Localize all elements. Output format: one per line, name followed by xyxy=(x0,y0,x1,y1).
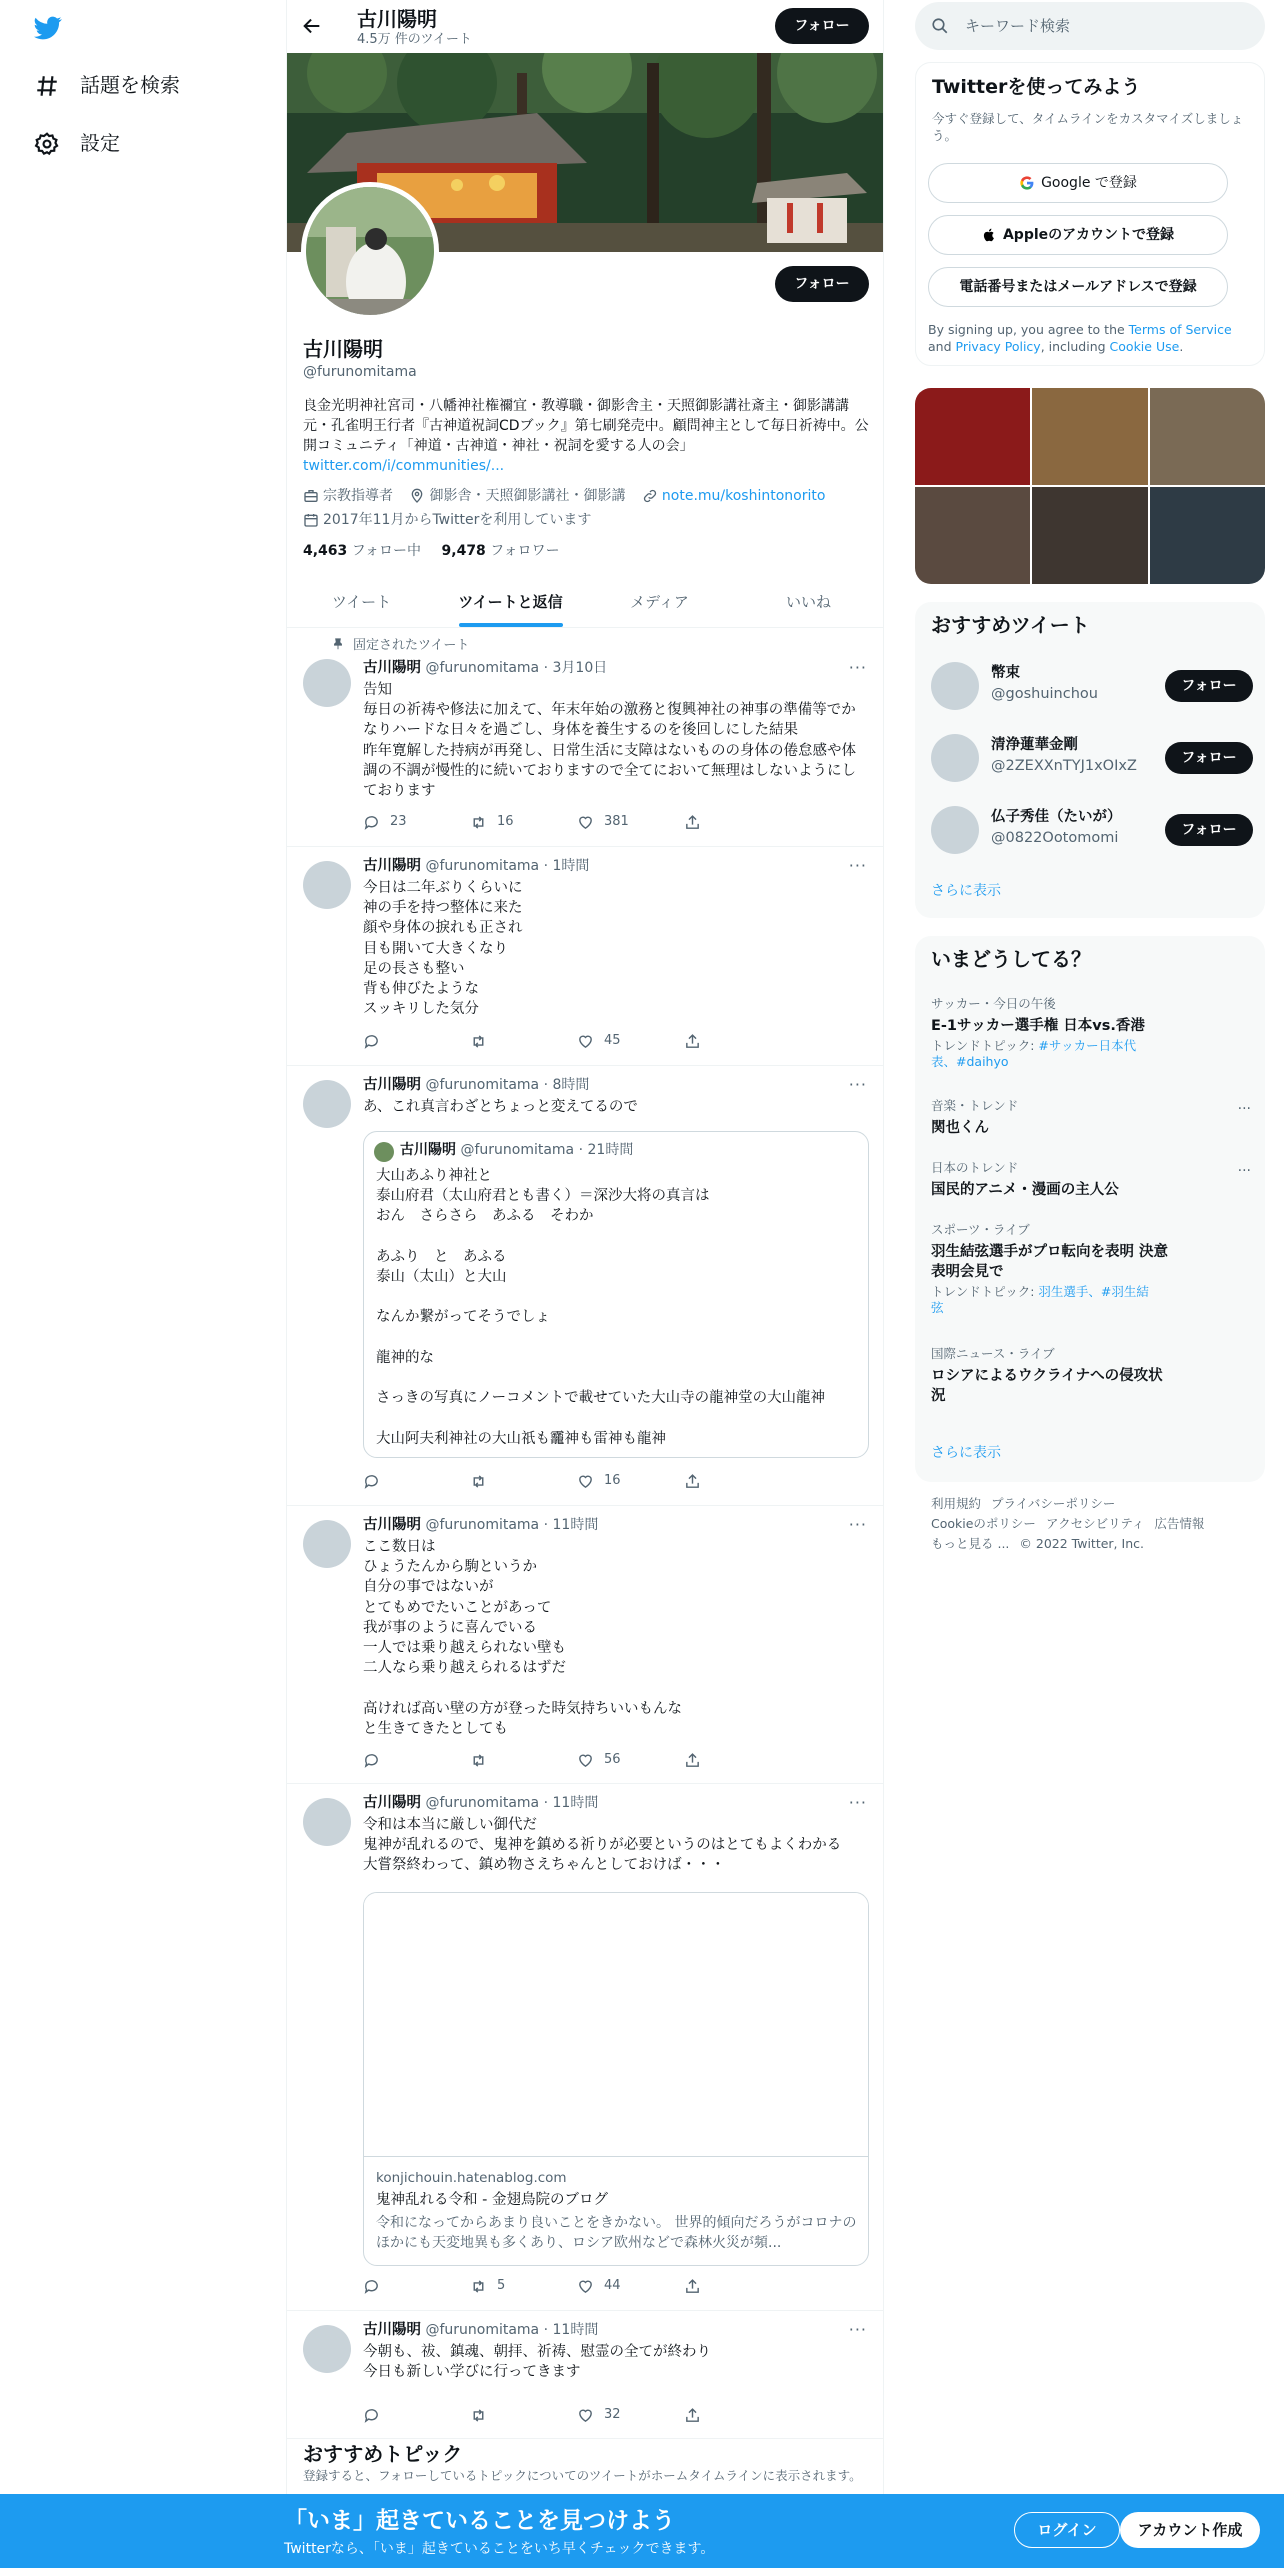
tab-tweets[interactable]: ツイート xyxy=(331,593,392,612)
reply-button[interactable] xyxy=(363,2405,470,2425)
tweet-avatar[interactable] xyxy=(303,659,351,707)
bio-text: 良金光明神社宮司・八幡神社権禰宜・教導職・御影舎主・天照御影講社斎主・御影講講元・孔雀明王行者『古神道祝詞CDブック』第七刷発売中。顧問神主として毎日祈祷中。公開コミュニティ「神道・古神道・神社・祝詞を愛する人の会」 xyxy=(303,398,869,454)
recommended-user[interactable] xyxy=(931,804,1253,856)
tweet-text: 告知 毎日の祈祷や修法に加えて、年末年始の激務と復興神社の神事の準備等でかなりハードな日々を過ごし、身体を養生するのを後回しにした結果 昨年寛解した持病が再発し、日常生活に支障はないものの身体の倦怠感や体調の不調が慢性的に続いておりますので全てにおいて無理はしないようにしております xyxy=(363,682,856,800)
phone-email-signup-button[interactable]: 電話番号またはメールアドレスで登録 xyxy=(928,267,1228,307)
trend-title: 関也くん xyxy=(931,1119,989,1136)
trend-item[interactable] xyxy=(931,1098,1251,1138)
user-avatar xyxy=(931,662,979,710)
nav-explore[interactable] xyxy=(34,72,180,99)
tweet-actions xyxy=(363,812,793,832)
profile-website xyxy=(642,486,826,506)
link-icon xyxy=(642,488,658,504)
recommended-user[interactable] xyxy=(931,732,1253,784)
trend-title: E-1サッカー選手権 日本vs.香港 xyxy=(931,1017,1145,1034)
media-grid xyxy=(915,388,1265,584)
trend-item[interactable] xyxy=(931,1346,1251,1406)
google-signup-button[interactable] xyxy=(928,163,1228,203)
more-options-icon[interactable]: ··· xyxy=(848,658,867,677)
tweet[interactable] xyxy=(287,1506,883,1784)
profile-avatar[interactable] xyxy=(301,182,439,320)
tweet-time[interactable]: 11時間 xyxy=(552,1795,599,1811)
calendar-icon xyxy=(303,512,319,528)
right-sidebar xyxy=(915,0,1265,2568)
signup-panel xyxy=(915,62,1265,366)
quote-text: 大山あふり神社と 泰山府君（太山府君とも書く）＝深沙大将の真言は おん さらさら あふる そわか あふり と あふる 泰山（太山）と大山 なんか繋がってそうでしょ 龍神的な さっきの写真にノーコメントで載せていた大山寺の龍神堂の大山龍神 大山阿夫利神社の大山祇も龗神も雷神も龍神 xyxy=(376,1168,826,1447)
follow-button[interactable]: フォロー xyxy=(1165,814,1253,846)
tweet-handle: @furunomitama xyxy=(425,858,540,874)
heart-icon xyxy=(577,1473,594,1490)
tweet-time[interactable]: 1時間 xyxy=(552,858,590,874)
reply-icon xyxy=(363,1033,380,1050)
trend-topic-links[interactable]: #サッカー日本代表、#daihyo xyxy=(931,1037,1137,1069)
share-button[interactable] xyxy=(684,1750,791,1770)
tweet-text: ここ数日は ひょうたんから駒というか 自分の事ではないが とてもめでたいことがあって 我が事のように喜んでいる 一人では乗り越えられない壁も 二人なら乗り越えられるはずだ 高ければ高い壁の方が登った時気持ちいいもんな と生きてきたとしても xyxy=(363,1539,682,1737)
prompt-subtitle: Twitterなら、「いま」起きていることをいち早くチェックできます。 xyxy=(284,2541,715,2557)
like-button[interactable] xyxy=(577,1031,684,1051)
link-card[interactable] xyxy=(363,1892,869,2266)
who-to-follow-title: おすすめツイート xyxy=(931,613,1090,637)
more-options-icon[interactable]: ··· xyxy=(848,856,867,875)
user-name: 清浄蓮華金剛 xyxy=(991,737,1078,753)
tweet-time[interactable]: 8時間 xyxy=(552,1077,590,1093)
reply-button[interactable] xyxy=(363,1031,470,1051)
retweet-button[interactable] xyxy=(470,812,577,832)
website-link[interactable]: note.mu/koshintonorito xyxy=(661,488,826,504)
retweet-button[interactable] xyxy=(470,1031,577,1051)
profile-column xyxy=(286,0,884,2568)
tweet-header: 古川陽明 @furunomitama · 3月10日 xyxy=(363,660,608,676)
trend-title: ロシアによるウクライナへの侵攻状況 xyxy=(931,1367,1163,1404)
terms-end: . xyxy=(1179,339,1184,354)
trend-item[interactable] xyxy=(931,1160,1251,1200)
trend-title: 羽生結弦選手がプロ転向を表明 決意表明会見で xyxy=(931,1243,1169,1280)
tweet-header: 古川陽明 @furunomitama · 11時間 xyxy=(363,1795,599,1811)
tweet-actions xyxy=(363,2405,793,2425)
profile-bio xyxy=(303,396,869,476)
media-thumb[interactable] xyxy=(915,388,1030,485)
more-options-icon[interactable]: ··· xyxy=(848,1075,867,1094)
tweet-header: 古川陽明 @furunomitama · 8時間 xyxy=(363,1077,590,1093)
quote-author: 古川陽明 xyxy=(400,1142,456,1158)
tweet-avatar[interactable] xyxy=(303,2325,351,2373)
tweet-text: あ、これ真言わざとちょっと変えてるので xyxy=(363,1099,638,1115)
trend-item[interactable] xyxy=(931,1222,1251,1316)
header-name: 古川陽明 xyxy=(357,7,437,31)
trends-panel xyxy=(915,936,1265,1482)
quote-header: 古川陽明 @furunomitama · 21時間 xyxy=(400,1142,634,1158)
topics-title: おすすめトピック xyxy=(303,2442,463,2466)
trend-more-icon[interactable]: ··· xyxy=(1237,1163,1251,1179)
retweet-count: 5 xyxy=(497,2278,506,2294)
nav-explore-label: 話題を検索 xyxy=(80,73,180,97)
like-count: 45 xyxy=(604,1033,621,1049)
like-button[interactable] xyxy=(577,2276,684,2296)
followers-label: フォロワー xyxy=(490,543,560,559)
tweet-time[interactable]: 3月10日 xyxy=(552,660,608,676)
footer-accessibility-link[interactable]: アクセシビリティ xyxy=(1045,1516,1145,1531)
login-prompt-bar xyxy=(0,2494,1284,2568)
recommended-user[interactable] xyxy=(931,660,1253,712)
retweet-icon xyxy=(470,1752,487,1769)
tweet-actions xyxy=(363,1471,793,1491)
more-options-icon[interactable]: ··· xyxy=(848,1515,867,1534)
tweet-handle: @furunomitama xyxy=(425,1077,540,1093)
show-more-trends-link[interactable]: さらに表示 xyxy=(931,1445,1001,1461)
reply-icon xyxy=(363,814,380,831)
terms-link[interactable]: Terms of Service xyxy=(1128,322,1232,337)
follow-button[interactable]: フォロー xyxy=(1165,670,1253,702)
location-pin-icon xyxy=(409,488,425,504)
heart-icon xyxy=(577,2278,594,2295)
reply-icon xyxy=(363,2278,380,2295)
signup-description: 今すぐ登録して、タイムラインをカスタマイズしましょう。 xyxy=(932,111,1244,143)
tweet-with-quote[interactable] xyxy=(287,1066,883,1506)
tweet-avatar[interactable] xyxy=(303,1080,351,1128)
follow-button[interactable]: フォロー xyxy=(1165,742,1253,774)
followers-link[interactable] xyxy=(442,543,560,559)
who-to-follow-panel xyxy=(915,602,1265,918)
reply-icon xyxy=(363,2407,380,2424)
user-handle: @0822Ootomomi xyxy=(991,830,1119,846)
retweet-count: 16 xyxy=(497,814,514,830)
retweet-button[interactable] xyxy=(470,1750,577,1770)
google-icon xyxy=(1019,175,1035,191)
show-more-users-link[interactable]: さらに表示 xyxy=(931,883,1001,899)
trend-more-icon[interactable]: ··· xyxy=(1237,1101,1251,1117)
quoted-tweet[interactable] xyxy=(363,1131,869,1458)
retweet-icon xyxy=(470,1033,487,1050)
like-count: 44 xyxy=(604,2278,621,2294)
pinned-label: 固定されたツイート xyxy=(353,638,470,653)
tweet-text: 今朝も、祓、鎮魂、朝拝、祈祷、慰霊の全てが終わり 今日も新しい学びに行ってきます xyxy=(363,2344,711,2381)
share-button[interactable] xyxy=(684,1031,791,1051)
reply-button[interactable] xyxy=(363,1750,470,1770)
apple-signup-button[interactable] xyxy=(928,215,1228,255)
more-options-icon[interactable]: ··· xyxy=(848,1793,867,1812)
retweet-icon xyxy=(470,2278,487,2295)
user-handle: @goshuinchou xyxy=(991,686,1098,702)
user-name: 幣束 xyxy=(991,665,1020,681)
link-card-title: 鬼神乱れる令和 - 金翅鳥院のブログ xyxy=(376,2192,608,2208)
joined-text: 2017年11月からTwitterを利用しています xyxy=(323,512,592,528)
pinned-indicator xyxy=(331,637,469,655)
trend-topic-label: トレンドトピック: xyxy=(931,1283,1039,1299)
share-icon xyxy=(684,1033,701,1050)
trend-context: 音楽・トレンド xyxy=(931,1098,1019,1113)
reply-icon xyxy=(363,1752,380,1769)
tweet-actions xyxy=(363,1031,793,1051)
bio-community-link[interactable]: twitter.com/i/communities/... xyxy=(303,458,505,474)
media-thumb[interactable] xyxy=(1150,487,1265,584)
profile-name: 古川陽明 xyxy=(303,337,383,361)
heart-icon xyxy=(577,814,594,831)
link-card-image xyxy=(364,1893,869,2157)
media-thumb[interactable] xyxy=(1032,388,1147,485)
heart-icon xyxy=(577,1033,594,1050)
share-button[interactable] xyxy=(684,2405,791,2425)
terms-incl: , including xyxy=(1040,339,1110,354)
share-icon xyxy=(684,1752,701,1769)
profile-location xyxy=(409,486,625,506)
tweet-header: 古川陽明 @furunomitama · 11時間 xyxy=(363,1517,599,1533)
apple-signup-label: Appleのアカウントで登録 xyxy=(1002,226,1175,243)
following-label: フォロー中 xyxy=(351,543,422,559)
tweet-avatar[interactable] xyxy=(303,1798,351,1846)
google-signup-label: Google で登録 xyxy=(1041,174,1137,191)
footer-copyright: © 2022 Twitter, Inc. xyxy=(1019,1536,1144,1551)
tweet-time[interactable]: 11時間 xyxy=(552,2322,599,2338)
user-avatar xyxy=(931,806,979,854)
trend-topic-label: トレンドトピック: xyxy=(931,1037,1039,1053)
tweet-author[interactable]: 古川陽明 xyxy=(363,858,421,874)
prompt-title: 「いま」起きていることを見つけよう xyxy=(284,2508,675,2534)
reply-icon xyxy=(363,1473,380,1490)
signup-button[interactable]: アカウント作成 xyxy=(1120,2512,1260,2548)
avatar-image xyxy=(306,187,434,315)
login-button[interactable]: ログイン xyxy=(1014,2512,1120,2548)
tweet-author[interactable]: 古川陽明 xyxy=(363,1077,421,1093)
quote-time: 21時間 xyxy=(587,1142,634,1158)
trend-item[interactable] xyxy=(931,996,1251,1070)
profile-follow-button[interactable]: フォロー xyxy=(775,266,869,302)
hashtag-icon xyxy=(34,73,60,99)
twitter-logo-icon[interactable] xyxy=(32,14,64,42)
trend-topic-links[interactable]: 羽生選手、#羽生結弦 xyxy=(931,1283,1149,1315)
tweet-pinned[interactable] xyxy=(287,629,883,847)
profile-header-bar xyxy=(287,0,883,53)
tab-media[interactable]: メディア xyxy=(630,593,689,612)
tweet-with-link-card[interactable] xyxy=(287,1784,883,2311)
tweet-avatar[interactable] xyxy=(303,1520,351,1568)
signup-title: Twitterを使ってみよう xyxy=(932,76,1141,98)
share-icon xyxy=(684,2407,701,2424)
like-count: 16 xyxy=(604,1473,621,1489)
briefcase-icon xyxy=(303,488,319,504)
media-thumb[interactable] xyxy=(915,487,1030,584)
location-text: 御影舎・天照御影講社・御影講 xyxy=(429,488,626,504)
like-button[interactable] xyxy=(577,812,684,832)
quote-handle: @furunomitama xyxy=(460,1142,575,1158)
share-button[interactable] xyxy=(684,1471,791,1491)
reply-button[interactable] xyxy=(363,1471,470,1491)
tab-likes[interactable]: いいね xyxy=(785,593,831,612)
profile-meta xyxy=(303,486,869,534)
footer-cookie-link[interactable]: Cookieのポリシー xyxy=(931,1516,1036,1531)
footer-more-link[interactable]: もっと見る ... xyxy=(931,1536,1010,1551)
tweet-handle: @furunomitama xyxy=(425,1517,540,1533)
retweet-button[interactable] xyxy=(470,2276,577,2296)
tweet-actions xyxy=(363,1750,793,1770)
like-button[interactable] xyxy=(577,1750,684,1770)
more-options-icon[interactable]: ··· xyxy=(848,2320,867,2339)
heart-icon xyxy=(577,2407,594,2424)
profile-handle: @furunomitama xyxy=(303,364,417,380)
left-nav xyxy=(0,0,286,2568)
footer-terms-link[interactable]: 利用規約 xyxy=(931,1496,982,1511)
trend-context: スポーツ・ライブ xyxy=(931,1222,1030,1237)
pin-icon xyxy=(331,637,345,651)
trend-context: サッカー・今日の午後 xyxy=(931,996,1056,1011)
reply-count: 23 xyxy=(390,814,407,830)
trend-context: 国際ニュース・ライブ xyxy=(931,1346,1055,1361)
profile-joined xyxy=(303,510,591,530)
cookie-link[interactable]: Cookie Use xyxy=(1109,339,1180,354)
header-follow-button[interactable]: フォロー xyxy=(775,8,869,44)
nav-settings[interactable] xyxy=(34,130,120,157)
tweet-author[interactable]: 古川陽明 xyxy=(363,2322,421,2338)
retweet-button[interactable] xyxy=(470,1471,577,1491)
heart-icon xyxy=(577,1752,594,1769)
like-count: 381 xyxy=(604,814,629,830)
link-card-description: 令和になってからあまり良いことをきかない。 世界的傾向だろうがコロナのほかにも天変地異も多くあり、ロシア欧州などで森林火災が頻... xyxy=(376,2215,857,2251)
tweet[interactable] xyxy=(287,847,883,1066)
tweet-header: 古川陽明 @furunomitama · 11時間 xyxy=(363,2322,599,2338)
search-placeholder: キーワード検索 xyxy=(965,16,1071,35)
profile-stats xyxy=(303,542,560,561)
tweet[interactable] xyxy=(287,2311,883,2439)
reply-button[interactable] xyxy=(363,812,470,832)
tweet-author[interactable]: 古川陽明 xyxy=(363,1517,421,1533)
like-button[interactable] xyxy=(577,1471,684,1491)
tweet-handle: @furunomitama xyxy=(425,660,540,676)
user-name: 仏子秀佳（たいが） xyxy=(991,809,1122,825)
media-thumb[interactable] xyxy=(1150,388,1265,485)
topics-description: 登録すると、フォローしているトピックについてのツイートがホームタイムラインに表示されます。 xyxy=(303,2468,862,2483)
terms-pre: By signing up, you agree to the xyxy=(928,322,1129,337)
retweet-icon xyxy=(470,814,487,831)
tweet-text: 今日は二年ぶりくらいに 神の手を持つ整体に来た 顔や身体の捩れも正され 目も開いて大きくなり 足の長さも整い 背も伸びたような スッキリした気分 xyxy=(363,880,523,1018)
trend-context: 日本のトレンド xyxy=(931,1160,1019,1175)
tweet-text: 令和は本当に厳しい御代だ 鬼神が乱れるので、鬼神を鎮める祈りが必要というのはとてもよくわかる 大嘗祭終わって、鎮め物さえちゃんとしておけば・・・ xyxy=(363,1817,842,1874)
footer-ads-link[interactable]: 広告情報 xyxy=(1154,1516,1205,1531)
following-count: 4,463 xyxy=(303,543,348,559)
footer-privacy-link[interactable]: プライバシーポリシー xyxy=(991,1496,1116,1511)
share-button[interactable] xyxy=(684,2276,791,2296)
privacy-link[interactable]: Privacy Policy xyxy=(955,339,1041,354)
trend-topics xyxy=(931,1284,1161,1316)
search-icon xyxy=(931,17,949,35)
share-icon xyxy=(684,2278,701,2295)
user-avatar xyxy=(931,734,979,782)
tweet-handle: @furunomitama xyxy=(425,1795,540,1811)
trend-topics xyxy=(931,1038,1161,1070)
following-link[interactable] xyxy=(303,543,421,559)
back-arrow-icon[interactable] xyxy=(301,15,323,37)
share-icon xyxy=(684,1473,701,1490)
nav-settings-label: 設定 xyxy=(80,131,120,155)
tweet-author[interactable]: 古川陽明 xyxy=(363,660,421,676)
trend-title: 国民的アニメ・漫画の主人公 xyxy=(931,1181,1119,1198)
like-count: 56 xyxy=(604,1752,621,1768)
profile-tabs xyxy=(287,578,883,628)
terms-and: and xyxy=(928,339,956,354)
media-thumb[interactable] xyxy=(1032,487,1147,584)
reply-button[interactable] xyxy=(363,2276,470,2296)
tweet-time[interactable]: 11時間 xyxy=(552,1517,599,1533)
like-count: 32 xyxy=(604,2407,621,2423)
user-handle: @2ZEXXnTYJ1xOIxZ xyxy=(991,758,1137,774)
link-card-domain: konjichouin.hatenablog.com xyxy=(376,2170,567,2186)
apple-icon xyxy=(982,227,997,243)
terms-text xyxy=(928,321,1258,355)
followers-count: 9,478 xyxy=(441,543,486,559)
retweet-icon xyxy=(470,1473,487,1490)
profile-category xyxy=(303,486,393,506)
share-button[interactable] xyxy=(684,812,791,832)
tweet-header: 古川陽明 @furunomitama · 1時間 xyxy=(363,858,590,874)
tweet-actions xyxy=(363,2276,793,2296)
header-tweet-count: 4.5万 件のツイート xyxy=(357,32,472,47)
tab-tweets-and-replies[interactable]: ツイートと返信 xyxy=(436,578,585,627)
retweet-icon xyxy=(470,2407,487,2424)
category-text: 宗教指導者 xyxy=(323,488,393,504)
tweet-author[interactable]: 古川陽明 xyxy=(363,1795,421,1811)
share-icon xyxy=(684,814,701,831)
quote-avatar xyxy=(374,1142,394,1162)
tweet-avatar[interactable] xyxy=(303,861,351,909)
trends-title: いまどうしてる？ xyxy=(931,947,1091,971)
retweet-button[interactable] xyxy=(470,2405,577,2425)
tweet-handle: @furunomitama xyxy=(425,2322,540,2338)
footer-links xyxy=(931,1494,1251,1554)
gear-icon xyxy=(34,131,60,157)
search-input[interactable] xyxy=(915,2,1265,50)
like-button[interactable] xyxy=(577,2405,684,2425)
